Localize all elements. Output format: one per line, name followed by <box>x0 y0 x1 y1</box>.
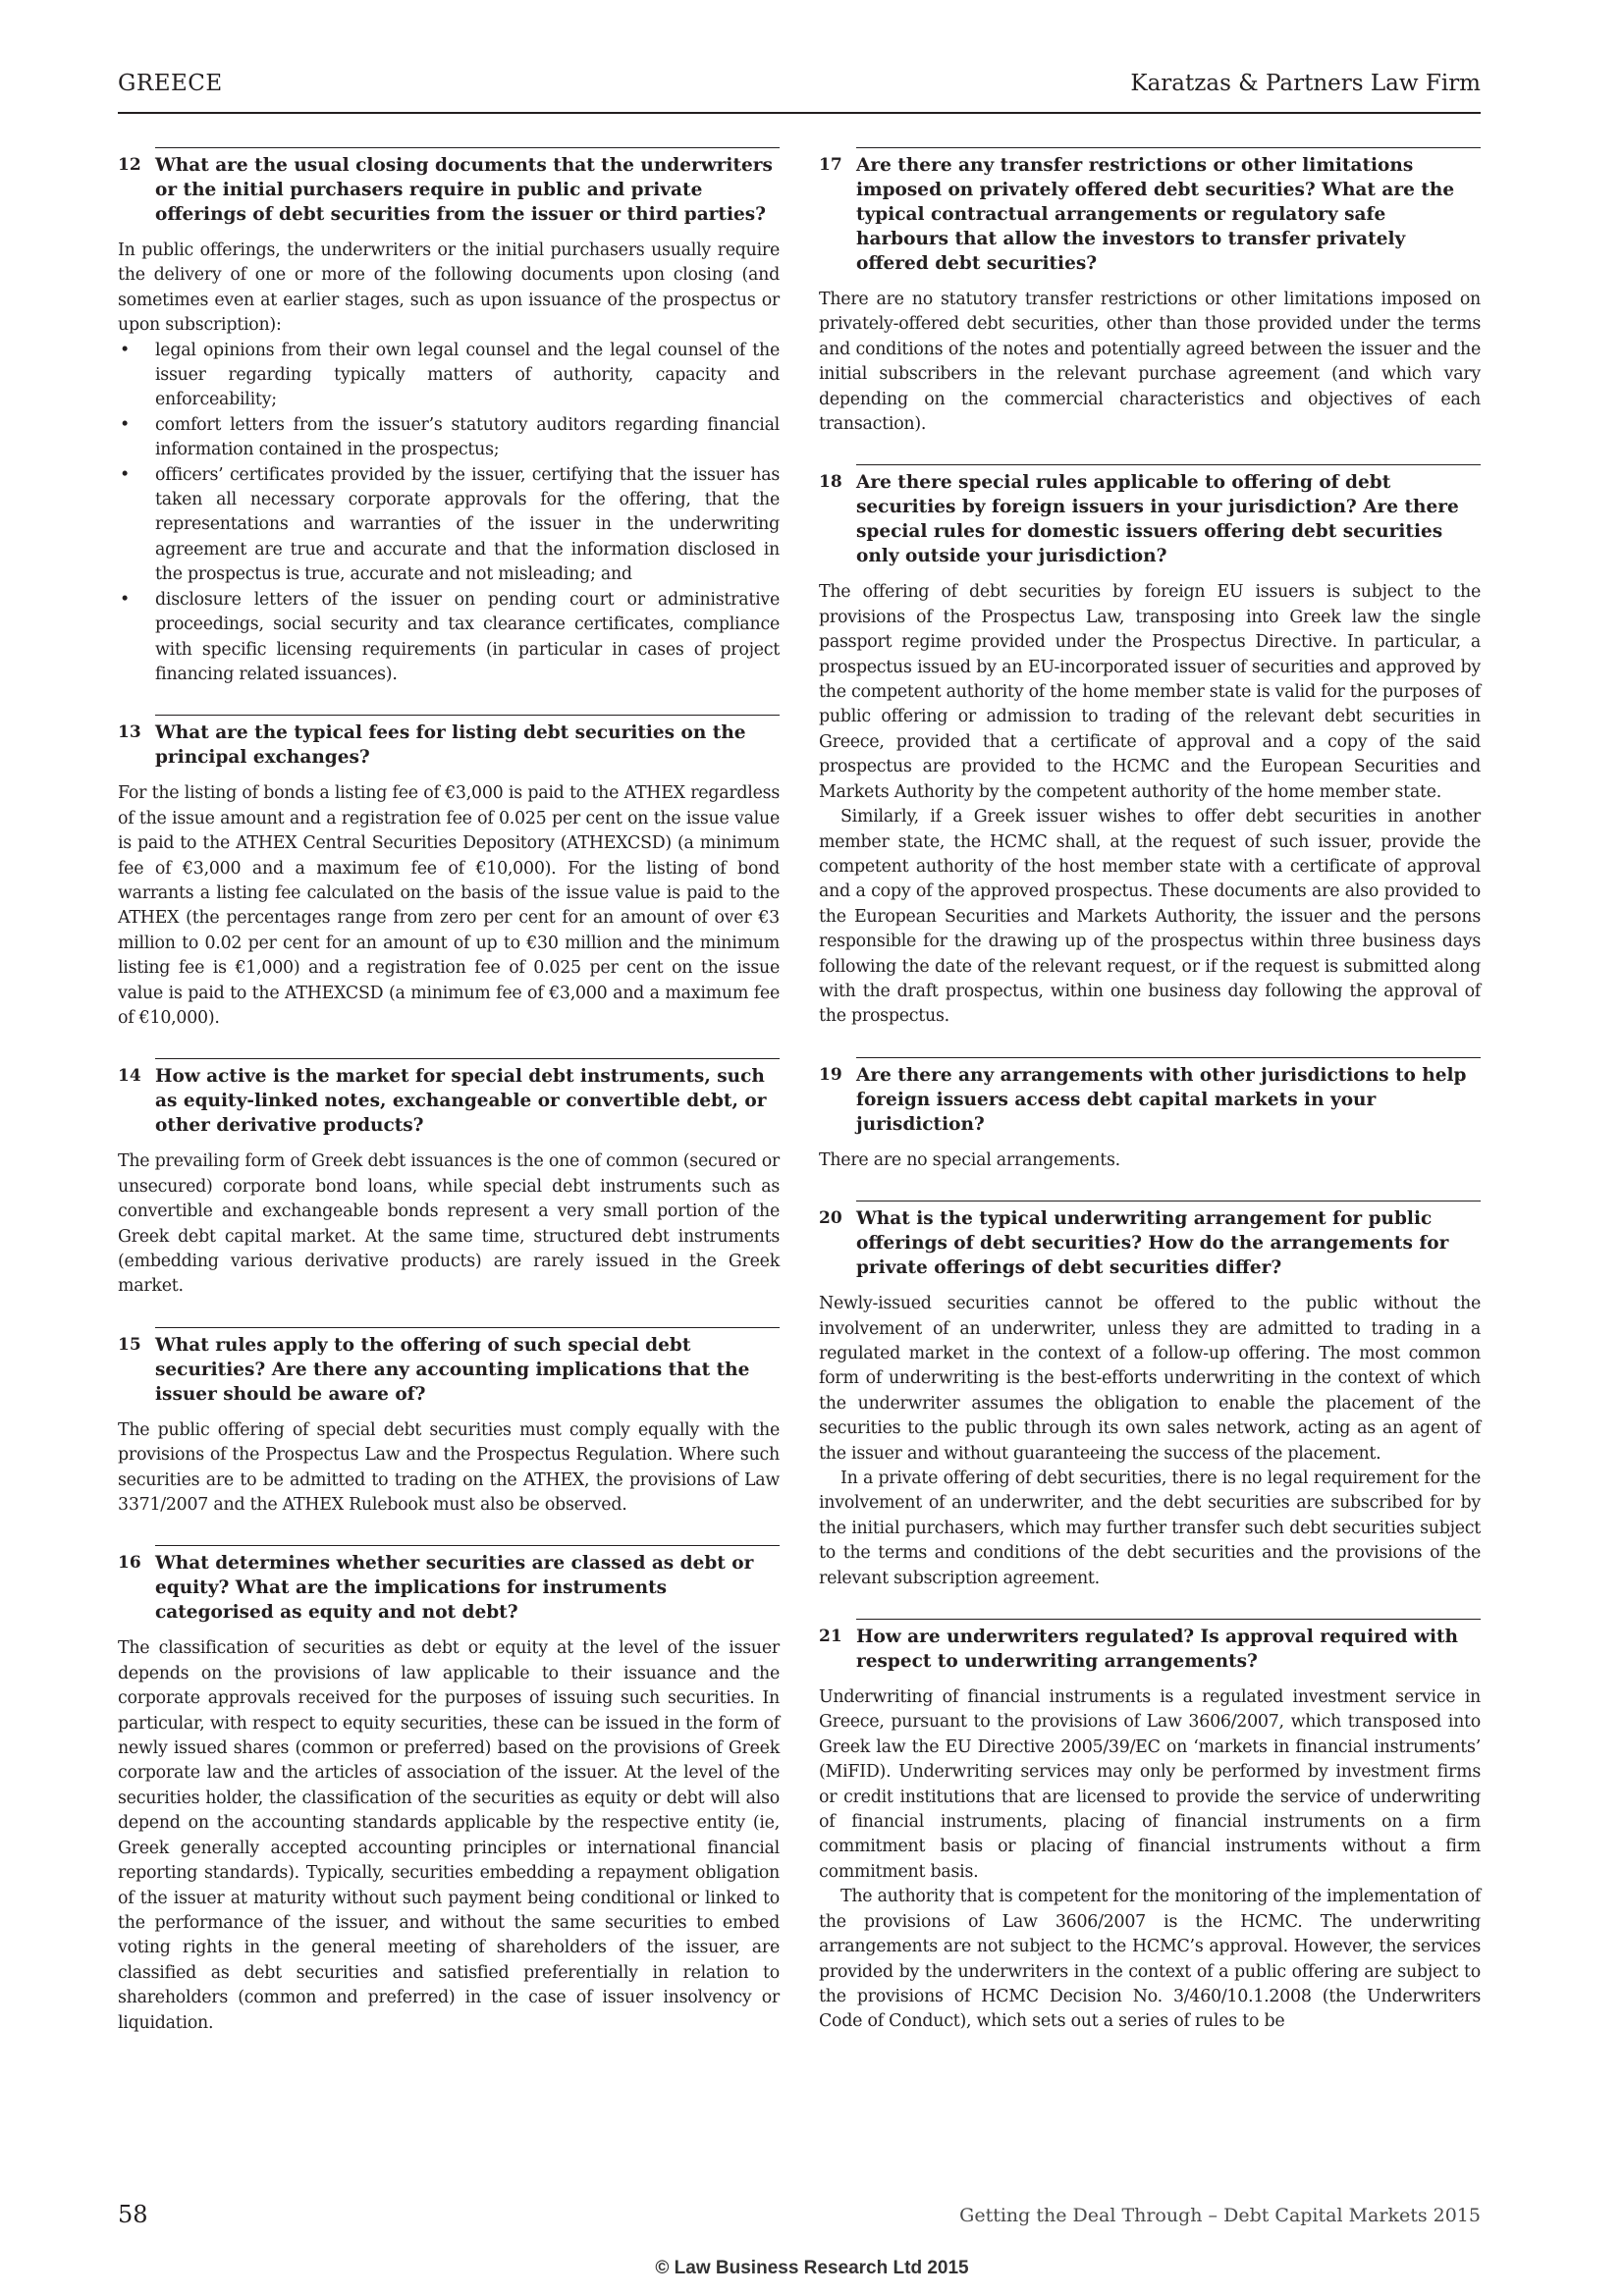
list-item: • legal opinions from their own legal counsel and the legal counsel of the issuer regarding typically matters of authority, capacity and enforceability; <box>120 340 780 410</box>
question-text: What is the typical underwriting arrangement for public offerings of debt securities? How do the arrangements for private offerings of debt securities differ? <box>856 1208 1449 1279</box>
question-text: What determines whether securities are classed as debt or equity? What are the implications for instruments categorised as equity and not debt? <box>155 1553 754 1624</box>
question-text: Are there any transfer restrictions or other limitations imposed on privately offered debt securities? What are the typical contractual arrangements or regulatory safe harbours that allow the investors to transfer privately offered debt securities? <box>856 155 1455 274</box>
question-heading <box>118 715 780 770</box>
header-firm: Karatzas & Partners Law Firm <box>1130 71 1481 96</box>
copyright-notice: © Law Business Research Ltd 2015 <box>655 2258 969 2278</box>
question-text: What are the typical fees for listing debt securities on the principal exchanges? <box>155 722 746 769</box>
question-text: What rules apply to the offering of such special debt securities? Are there any accounting implications that the issuer should be aware of? <box>155 1334 750 1405</box>
list-item: • comfort letters from the issuer’s statutory auditors regarding financial information contained in the prospectus; <box>120 414 780 460</box>
answer-paragraph: Similarly, if a Greek issuer wishes to offer debt securities in another member state, the HCMC shall, at the request of such issuer, provide the competent authority of the host member state with a certificate of approval and a copy of the approved prospectus. These documents are also provided to the European Securities and Markets Authority, the issuer and the persons responsible for the drawing up of the prospectus within three business days following the date of the relevant request, or if the request is submitted along with the draft prospectus, within one business day following the approval of the prospectus. <box>819 807 1481 1027</box>
question-number: 19 <box>819 1064 842 1085</box>
answer-paragraph: The authority that is competent for the monitoring of the implementation of the provisions of Law 3606/2007 is the HCMC. The underwriting arrangements are not subject to the HCMC’s approval. However, the services provided by the underwriters in the context of a public offering are subject to the provisions of HCMC Decision No. 3/460/10.1.2008 (the Underwriters Code of Conduct), which sets out a series of rules to be <box>819 1887 1481 2032</box>
question-text: How active is the market for special debt instruments, such as equity-linked notes, exchangeable or convertible debt, or other derivative products? <box>155 1066 767 1137</box>
left-column <box>118 147 780 2063</box>
question-number: 17 <box>819 155 842 175</box>
question-number: 21 <box>819 1627 842 1647</box>
page-number: 58 <box>118 2201 148 2228</box>
answer-paragraph: For the listing of bonds a listing fee of €3,000 is paid to the ATHEX regardless of the issue amount and a registration fee of 0.025 per cent on the issue value is paid to the ATHEX Central Securities Depository (ATHEXCSD) (a minimum fee of €3,000 and a maximum fee of €10,000). For the listing of bond warrants a listing fee calculated on the basis of the issue value is paid to the ATHEX (the percentages range from zero per cent for an amount of over €3 million to 0.02 per cent for an amount of up to €30 million and the minimum listing fee is €1,000) and a registration fee of 0.025 per cent on the issue value is paid to the ATHEXCSD (a minimum fee of €3,000 and a maximum fee of €10,000). <box>118 783 780 1028</box>
question-heading <box>819 464 1481 568</box>
section-21 <box>819 1619 1481 2035</box>
question-text: What are the usual closing documents that the underwriters or the initial purchasers require in public and private offerings of debt securities from the issuer or third parties? <box>155 155 773 225</box>
question-number: 14 <box>118 1066 141 1087</box>
answer-paragraph: The offering of debt securities by foreign EU issuers is subject to the provisions of the Prospectus Law, transposing into Greek law the single passport regime provided under the Prospectus Directive. In particular, a prospectus issued by an EU-incorporated issuer of securities and approved by the competent authority of the home member state is valid for the purposes of public offering or admission to trading of the relevant debt securities in Greece, provided that a certificate of approval and a copy of the said prospectus are provided to the HCMC and the European Securities and Markets Authority by the competent authority of the home member state. <box>819 582 1481 802</box>
question-text: Are there special rules applicable to offering of debt securities by foreign issuers in your jurisdiction? Are there special rules for domestic issuers offering debt securities only outside your jurisdiction? <box>856 472 1459 567</box>
header-country: GREECE <box>118 71 223 96</box>
section-12 <box>118 147 780 687</box>
section-15 <box>118 1327 780 1519</box>
section-18 <box>819 464 1481 1029</box>
question-heading <box>118 1058 780 1138</box>
question-number: 12 <box>118 155 141 175</box>
answer-paragraph: Underwriting of financial instruments is a regulated investment service in Greece, pursuant to the provisions of Law 3606/2007, which transposed into Greek law the EU Directive 2005/39/EC on ‘markets in financial instruments’ (MiFID). Underwriting services may only be performed by investment firms or credit institutions that are licensed to provide the service of underwriting of financial instruments, placing of financial instruments on a firm commitment basis or placing of financial instruments without a firm commitment basis. <box>819 1687 1481 1882</box>
section-16 <box>118 1545 780 2036</box>
section-19 <box>819 1057 1481 1173</box>
answer-paragraph: Newly-issued securities cannot be offered to the public without the involvement of an underwriter, unless they are admitted to trading in a regulated market in the context of a follow-up offering. The most common form of underwriting is the best-efforts underwriting in the context of which the underwriter assumes the obligation to enable the placement of the securities to the public through its own sales network, acting as an agent of the issuer and without guaranteeing the success of the placement. <box>819 1294 1481 1464</box>
section-20 <box>819 1201 1481 1591</box>
section-13 <box>118 715 780 1031</box>
running-header <box>118 67 1481 114</box>
right-column <box>819 147 1481 2062</box>
question-heading <box>118 147 780 227</box>
question-number: 15 <box>118 1334 141 1355</box>
question-number: 20 <box>819 1208 842 1229</box>
answer-paragraph: There are no statutory transfer restrictions or other limitations imposed on privately-offered debt securities, other than those provided under the terms and conditions of the notes and potentially agreed between the issuer and the initial subscribers in the relevant purchase agreement (and which vary depending on the commercial characteristics and objectives of each transaction). <box>819 290 1481 435</box>
answer-paragraph: The public offering of special debt securities must comply equally with the provisions of the Prospectus Law and the Prospectus Regulation. Where such securities are to be admitted to trading on the ATHEX, the provisions of Law 3371/2007 and the ATHEX Rulebook must also be observed. <box>118 1419 780 1516</box>
question-text: How are underwriters regulated? Is approval required with respect to underwriting arrangements? <box>856 1627 1458 1673</box>
question-number: 18 <box>819 472 842 493</box>
list-item: • officers’ certificates provided by the issuer, certifying that the issuer has taken all necessary corporate approvals for the offering, that the representations and warranties of the issuer in the underwriting agreement are true and accurate and that the information disclosed in the prospectus is true, accurate and not misleading; and <box>120 464 780 585</box>
question-number: 16 <box>118 1553 141 1574</box>
publication-title: Getting the Deal Through – Debt Capital Markets 2015 <box>959 2205 1481 2226</box>
question-heading <box>118 1545 780 1625</box>
bullet-marker: • <box>120 414 131 435</box>
section-17 <box>819 147 1481 437</box>
answer-paragraph: There are no special arrangements. <box>819 1149 1120 1170</box>
bullet-marker: • <box>120 340 131 360</box>
question-heading <box>819 147 1481 276</box>
question-number: 13 <box>118 722 141 743</box>
bullet-marker: • <box>120 464 131 485</box>
answer-paragraph: In public offerings, the underwriters or the initial purchasers usually require the delivery of one or more of the following documents upon closing (and sometimes even at earlier stages, such as upon issuance of the prospectus or upon subscription): <box>118 240 780 336</box>
bullet-marker: • <box>120 589 131 610</box>
answer-paragraph: In a private offering of debt securities, there is no legal requirement for the involvement of an underwriter, and the debt securities are subscribed for by the initial purchasers, which may further transfer such debt securities subject to the terms and conditions of the debt securities and the provisions of the relevant subscription agreement. <box>819 1468 1481 1588</box>
question-heading <box>819 1201 1481 1280</box>
list-item: • disclosure letters of the issuer on pending court or administrative proceedings, social security and tax clearance certificates, compliance with specific licensing requirements (in particular in cases of project financing related issuances). <box>120 589 780 684</box>
question-text: Are there any arrangements with other jurisdictions to help foreign issuers access debt capital markets in your jurisdiction? <box>856 1064 1467 1135</box>
section-14 <box>118 1058 780 1299</box>
question-heading <box>819 1057 1481 1137</box>
bullet-list <box>118 339 780 688</box>
question-heading <box>819 1619 1481 1674</box>
answer-paragraph: The prevailing form of Greek debt issuances is the one of common (secured or unsecured) corporate bond loans, while special debt instruments such as convertible and exchangeable bonds represent a very small portion of the Greek debt capital market. At the same time, structured debt instruments (embedding various derivative products) are rarely issued in the Greek market. <box>118 1151 780 1297</box>
answer-paragraph: The classification of securities as debt or equity at the level of the issuer depends on the provisions of law applicable to their issuance and the corporate approvals received for the purposes of issuing such securities. In particular, with respect to equity securities, these can be issued in the form of newly issued shares (common or preferred) based on the provisions of Greek corporate law and the articles of association of the issuer. At the level of the securities holder, the classification of the securities as equity or debt will also depend on the accounting standards applicable by the respective entity (ie, Greek generally accepted accounting principles or international financial reporting standards). Typically, securities embedding a repayment obligation of the issuer at maturity without such payment being conditional or linked to the performance of the issuer, and without the same securities to embed voting rights in the general meeting of shareholders of the issuer, are classified as debt securities and satisfied preferentially in relation to shareholders (common and preferred) in the case of issuer insolvency or liquidation. <box>118 1638 780 2033</box>
question-heading <box>118 1327 780 1407</box>
